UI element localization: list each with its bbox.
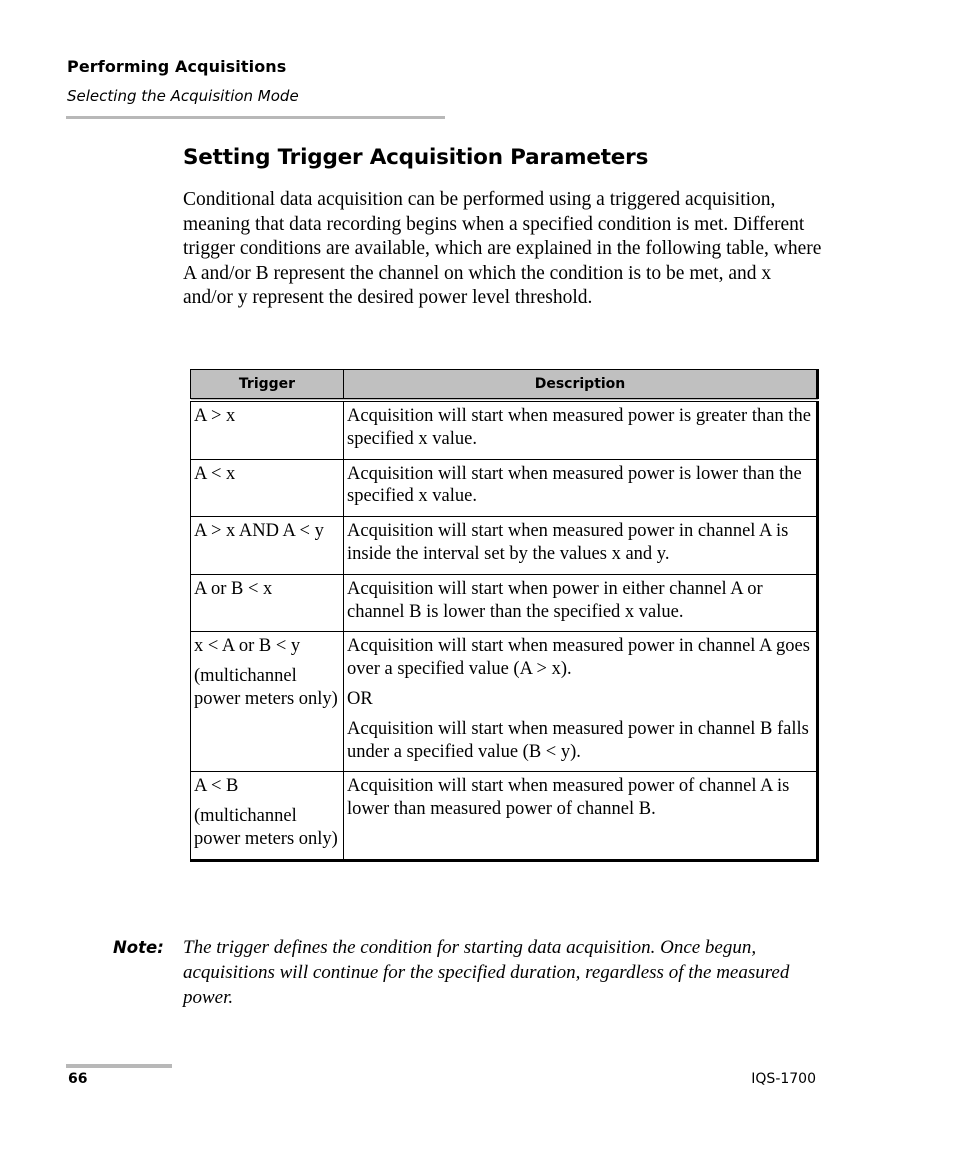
table-row: [191, 459, 818, 517]
description-text: Acquisition will start when measured power in channel A is inside the interval set by the values x and y.: [347, 521, 789, 564]
description-cell: [344, 400, 818, 459]
description-cell: [344, 574, 818, 632]
table-row: [191, 574, 818, 632]
description-text: Acquisition will start when measured power in channel B falls under a specified value (B < y).: [347, 718, 809, 762]
note-text: The trigger defines the condition for starting data acquisition. Once begun, acquisitions will continue for the specified duration, regardless of the measured power.: [183, 937, 790, 1008]
trigger-text: A or B < x: [194, 578, 273, 599]
trigger-cell: [191, 459, 344, 517]
table-header-row: [191, 370, 818, 401]
description-text: Acquisition will start when measured power of channel A is lower than measured power of channel B.: [347, 776, 790, 820]
column-header-trigger: Trigger: [191, 370, 344, 401]
description-text: Acquisition will start when measured power in channel A goes over a specified value (A > x).: [347, 636, 810, 680]
table-row: [191, 517, 818, 575]
table-row: [191, 400, 818, 459]
footer-divider: [66, 1064, 172, 1068]
trigger-text: x < A or B < y: [194, 636, 301, 657]
trigger-text: A < x: [194, 463, 236, 484]
table-row: [191, 632, 818, 772]
chapter-title: Performing Acquisitions: [67, 57, 287, 76]
description-text: Acquisition will start when measured power is lower than the specified x value.: [347, 463, 802, 507]
trigger-cell: [191, 574, 344, 632]
trigger-table: [190, 369, 819, 862]
note-label: Note:: [113, 938, 164, 957]
trigger-cell: [191, 772, 344, 860]
product-name: IQS-1700: [751, 1071, 816, 1087]
description-cell: [344, 459, 818, 517]
header-divider: [66, 116, 445, 119]
intro-paragraph: Conditional data acquisition can be performed using a triggered acquisition, meaning that data recording begins when a specified condition is met. Different trigger conditions are available, which are explained in the following table, where A and/or B represent the channel on which the condition is to be met, and x and/or y represent the desired power level threshold.: [183, 189, 822, 309]
trigger-qualifier: (multichannel power meters only): [194, 806, 338, 849]
trigger-cell: [191, 400, 344, 459]
trigger-cell: [191, 517, 344, 575]
page-number: 66: [68, 1071, 88, 1087]
trigger-text: A > x: [194, 406, 236, 426]
description-cell: [344, 772, 818, 860]
trigger-qualifier: (multichannel power meters only): [194, 666, 338, 709]
section-subtitle: Selecting the Acquisition Mode: [67, 87, 299, 105]
trigger-cell: [191, 632, 344, 772]
column-header-description: Description: [344, 370, 818, 401]
description-or: OR: [347, 688, 373, 709]
description-text: Acquisition will start when power in either channel A or channel B is lower than the specified x value.: [347, 578, 763, 622]
description-text: Acquisition will start when measured power is greater than the specified x value.: [347, 406, 811, 449]
table-row: [191, 772, 818, 860]
description-cell: [344, 632, 818, 772]
description-cell: [344, 517, 818, 575]
trigger-text: A > x AND A < y: [194, 521, 324, 542]
page-heading: Setting Trigger Acquisition Parameters: [183, 145, 649, 170]
trigger-text: A < B: [194, 776, 239, 797]
